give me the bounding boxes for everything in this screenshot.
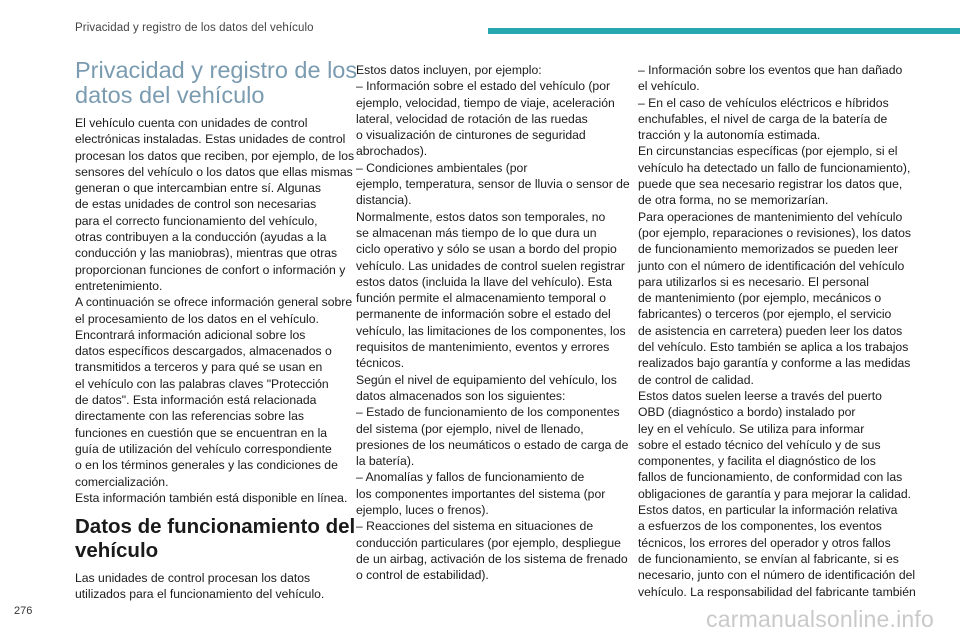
page-title-line: datos del vehículo (75, 82, 265, 108)
text-line: necesario, junto con el número de identificación del (638, 568, 916, 583)
page-title (75, 57, 358, 108)
text-line: – Condiciones ambientales (por (356, 160, 528, 175)
text-line: de control de calidad. (638, 372, 754, 387)
text-line: guía de utilización del vehículo correspondiente (75, 441, 332, 456)
text-line: de funcionamiento, se envían al fabricante, si es (638, 551, 899, 566)
text-line: de datos". Esta información está relacionada (75, 393, 317, 408)
text-line: – En el caso de vehículos eléctricos e híbridos (638, 95, 889, 110)
watermark: carmanualsonline.info (706, 606, 934, 632)
text-line: En circunstancias específicas (por ejemplo, si el (638, 144, 898, 159)
text-line: o en los términos generales y las condiciones de (75, 458, 338, 473)
column-1 (75, 57, 358, 603)
text-line: de funcionamiento memorizados se pueden leer (638, 242, 899, 257)
text-line: otras contribuyen a la conducción (ayudas a la (75, 230, 327, 245)
text-line: Encontrará información adicional sobre los (75, 327, 306, 342)
text-line: – Información sobre los eventos que han dañado (638, 63, 903, 77)
text-line: distancia). (356, 193, 412, 208)
text-line: OBD (diagnóstico a bordo) instalado por (638, 405, 856, 420)
text-line: El vehículo cuenta con unidades de control (75, 116, 308, 130)
text-line: enchufables, el nivel de carga de la batería de (638, 111, 888, 126)
text-line: electrónicas instaladas. Estas unidades de control (75, 132, 346, 147)
text-line: fallos de funcionamiento, de conformidad con las (638, 470, 903, 485)
text-line: abrochados). (356, 144, 428, 159)
text-line: A continuación se ofrece información general sobre (75, 295, 353, 310)
column-2 (356, 62, 630, 584)
text-line: – Estado de funcionamiento de los componentes (356, 405, 620, 420)
text-line: Estos datos incluyen, por ejemplo: (356, 63, 542, 77)
text-line: vehículo, las limitaciones de los componentes, los (356, 323, 626, 338)
section-title-line: vehículo (75, 539, 159, 563)
text-line: fabricantes) o terceros (por ejemplo, el servicio (638, 307, 892, 322)
text-line: o visualización de cinturones de seguridad (356, 128, 586, 143)
column-3 (638, 62, 916, 600)
text-line: estos datos (incluida la llave del vehículo). Esta (356, 274, 613, 289)
page-number: 276 (14, 605, 33, 617)
text-line: comercialización. (75, 474, 169, 489)
header-title: Privacidad y registro de los datos del vehículo (75, 22, 314, 34)
text-line: se almacenan más tiempo de lo que dura un (356, 225, 597, 240)
text-line: presiones de los neumáticos o estado de carga de (356, 437, 629, 452)
text-line: sobre el estado técnico del vehículo y de sus (638, 437, 881, 452)
text-line: vehículo. La responsabilidad del fabricante también (638, 584, 916, 599)
text-line: (por ejemplo, reparaciones o revisiones), los datos (638, 225, 911, 240)
text-line: procesan los datos que reciben, por ejemplo, de los (75, 148, 355, 163)
text-line: Para operaciones de mantenimiento del vehículo (638, 209, 903, 224)
text-line: ley en el vehículo. Se utiliza para informar (638, 421, 865, 436)
text-line: de estas unidades de control son necesarias (75, 197, 317, 212)
text-line: generan o que intercambian entre sí. Algunas (75, 181, 321, 196)
text-line: – Anomalías y fallos de funcionamiento de (356, 470, 585, 485)
text-line: sensores del vehículo o los datos que ellas mismas (75, 164, 353, 179)
text-line: vehículo. Las unidades de control suelen registrar (356, 258, 625, 273)
text-line: técnicos. (356, 356, 405, 371)
text-line: ejemplo, velocidad, tiempo de viaje, aceleración (356, 95, 615, 110)
text-line: los componentes importantes del sistema (por (356, 486, 606, 501)
text-line: junto con el número de identificación del vehículo (638, 258, 905, 273)
header-accent-bar (488, 28, 960, 34)
text-line: directamente con las referencias sobre las (75, 409, 304, 424)
text-line: – Reacciones del sistema en situaciones de (356, 519, 594, 534)
text-line: conducción particulares (por ejemplo, despliegue (356, 535, 621, 550)
text-line: Estos datos suelen leerse a través del puerto (638, 388, 882, 403)
text-line: transmitidos a terceros y para qué se usan en (75, 360, 323, 375)
text-line: o control de estabilidad). (356, 568, 489, 583)
text-line: Según el nivel de equipamiento del vehículo, los (356, 372, 617, 387)
text-line: el procesamiento de los datos en el vehículo. (75, 311, 319, 326)
text-line: ejemplo, luces o frenos). (356, 503, 489, 518)
text-line: tracción y la autonomía estimada. (638, 128, 821, 143)
text-line: datos almacenados son los siguientes: (356, 388, 566, 403)
text-line: Esta información también está disponible en línea. (75, 490, 348, 505)
text-line: del sistema (por ejemplo, nivel de llenado, (356, 421, 584, 436)
section-title (75, 515, 356, 563)
text-line: técnicos, los errores del operador y otros fallos (638, 535, 891, 550)
text-line: lateral, velocidad de rotación de las ruedas (356, 111, 588, 126)
text-line: funciones en cuestión que se encuentran en la (75, 425, 328, 440)
text-line: proporcionan funciones de confort o información y (75, 262, 346, 277)
text-line: de mantenimiento (por ejemplo, mecánicos o (638, 291, 882, 306)
text-line: el vehículo con las palabras claves "Protección (75, 376, 329, 391)
section-title-line: Datos de funcionamiento del (75, 515, 356, 539)
section-paragraph (75, 570, 340, 603)
text-line: requisitos de mantenimiento, eventos y errores (356, 340, 610, 355)
text-line: función permite el almacenamiento temporal o (356, 291, 606, 306)
text-line: Estos datos, en particular la información relativa (638, 503, 898, 518)
text-line: puede que sea necesario registrar los datos que, (638, 177, 903, 192)
text-line: ejemplo, temperatura, sensor de lluvia o sensor de (356, 177, 630, 192)
text-line: de asistencia en carretera) pueden leer los datos (638, 323, 903, 338)
text-line: – Información sobre el estado del vehículo (por (356, 79, 611, 94)
text-line: componentes, y facilita el diagnóstico de los (638, 454, 876, 469)
intro-paragraph (75, 115, 355, 506)
text-line: realizados bajo garantía y conforme a las medidas (638, 356, 911, 371)
text-line: ciclo operativo y sólo se usan a bordo del propio (356, 242, 617, 257)
text-line: a esfuerzos de los componentes, los eventos (638, 519, 882, 534)
text-line: obligaciones de garantía y para mejorar la calidad. (638, 486, 912, 501)
text-line: utilizados para el funcionamiento del vehículo. (75, 587, 325, 602)
text-line: de otra forma, no se memorizarían. (638, 193, 829, 208)
text-line: entretenimiento. (75, 278, 163, 293)
text-line: de un airbag, activación de los sistema de frenado (356, 551, 628, 566)
text-line: para el correcto funcionamiento del vehículo, (75, 213, 318, 228)
text-line: conducción y las maniobras), mientras que otras (75, 246, 338, 261)
text-line: para utilizarlos si es necesario. El personal (638, 274, 869, 289)
text-line: datos específicos descargados, almacenados o (75, 344, 332, 359)
text-line: el vehículo. (638, 79, 700, 94)
text-line: la batería). (356, 454, 415, 469)
text-line: Normalmente, estos datos son temporales, no (356, 209, 606, 224)
text-line: vehículo ha detectado un fallo de funcionamiento), (638, 160, 911, 175)
text-line: del vehículo. Esto también se aplica a los trabajos (638, 340, 909, 355)
text-line: Las unidades de control procesan los datos (75, 571, 311, 586)
text-line: permanente de información sobre el estado del (356, 307, 611, 322)
page-title-line: Privacidad y registro de los (75, 57, 358, 83)
